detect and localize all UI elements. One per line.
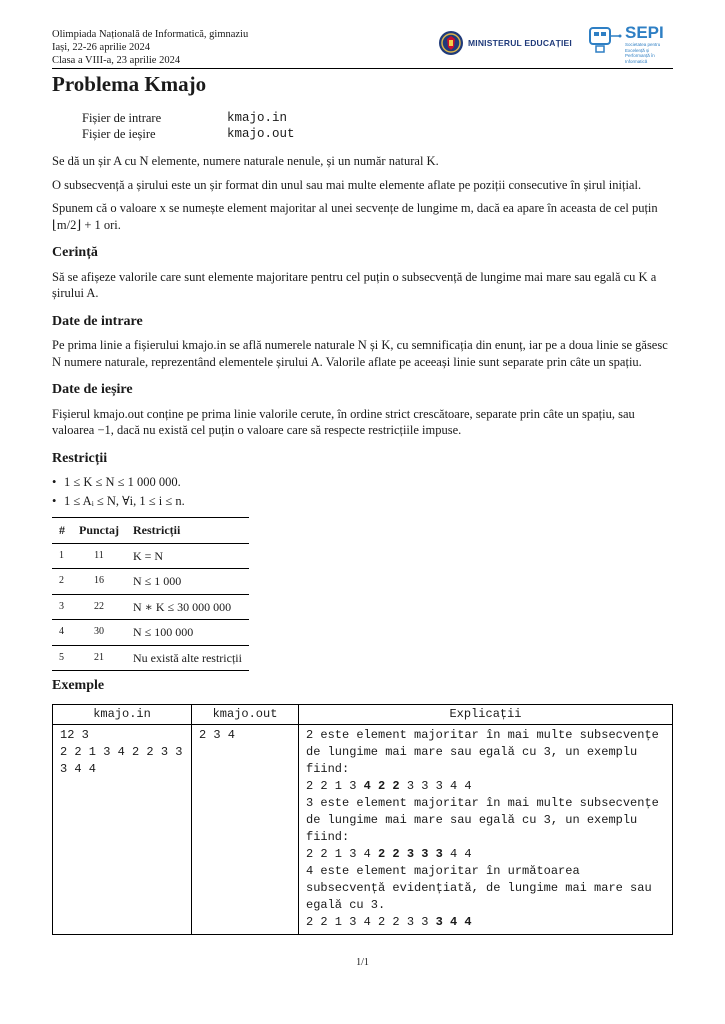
- section-intrare-title: Date de intrare: [52, 313, 143, 329]
- explanation-line-2: 2 este element majoritar în mai multe subsecvențe de lungime mai mare sau egală cu 3, un exemplu fiind:: [306, 728, 659, 776]
- examples-title: Exemple: [52, 678, 105, 693]
- subtask-id: 3: [52, 594, 72, 620]
- subtask-id: 5: [52, 645, 72, 671]
- section-iesire-title: Date de ieșire: [52, 382, 133, 397]
- examples-header-output: kmajo.out: [192, 705, 299, 725]
- example-input: 12 3 2 2 1 3 4 2 2 3 3 3 4 4: [53, 725, 192, 935]
- explanation-seq-4: [306, 914, 665, 931]
- section-cerinta-title: Cerință: [52, 245, 98, 260]
- header-line-olympiad: Olimpiada Națională de Informatică, gimnaziu: [52, 29, 249, 40]
- ministry-crest-icon: [438, 30, 464, 56]
- subtasks-table: [52, 517, 249, 671]
- header-info: [52, 28, 248, 67]
- subtasks-header-id: #: [52, 518, 72, 544]
- subtask-id: 4: [52, 620, 72, 646]
- subtask-restriction: N ∗ K ≤ 30 000 000: [126, 594, 249, 620]
- sepi-logo: [588, 24, 673, 64]
- subtask-restriction: K = N: [126, 543, 249, 569]
- example-explanation: [299, 725, 673, 935]
- statement-p3: Spunem că o valoare x se numește element majoritar al unei secvențe de lungime m, dacă ea apare în aceasta de cel puțin ⌊m/2⌋ + 1 ori.: [52, 201, 658, 232]
- header-line-location: Iași, 22-26 aprilie 2024: [52, 42, 150, 53]
- restriction-item: • 1 ≤ Aᵢ ≤ N, ∀i, 1 ≤ i ≤ n.: [52, 493, 673, 510]
- section-cerinta-text: Să se afișeze valorile care sunt elemente majoritare pentru cel puțin o subsecvență de lungime mai mare sau egală cu K a șirului A.: [52, 269, 657, 300]
- examples-header-explanation: Explicații: [299, 705, 673, 725]
- ministry-logo-text: MINISTERUL EDUCAȚIEI: [468, 38, 572, 48]
- io-output-file: kmajo.out: [227, 127, 295, 141]
- section-intrare-text: Pe prima linie a fișierului kmajo.in se află numerele naturale N și K, cu semnificația din enunț, iar pe a doua linie se găsesc N numere naturale, reprezentând elementele șirului A. Valorile aflate pe aceeași linie sunt separate prin câte un spațiu.: [52, 338, 668, 369]
- seq-plain: 2 2 1 3 4 2 2 3 3: [306, 915, 436, 929]
- seq-plain: 3 3 3 4 4: [399, 779, 472, 793]
- seq-plain: 4 4: [442, 847, 472, 861]
- subtask-restriction: N ≤ 100 000: [126, 620, 249, 646]
- io-row-output: [82, 126, 295, 142]
- explanation-seq-2: [306, 778, 665, 795]
- explanation-line-4: 4 este element majoritar în următoarea subsecvență evidențiată, de lungime mai mare sau egală cu 3.: [306, 864, 652, 912]
- examples-header-input: kmajo.in: [53, 705, 192, 725]
- subtask-restriction: Nu există alte restricții: [126, 645, 249, 671]
- example-output: 2 3 4: [192, 725, 299, 935]
- page-number: 1/1: [356, 957, 369, 968]
- subtask-row: [52, 594, 249, 620]
- io-input-file: kmajo.in: [227, 111, 288, 125]
- subtask-row: [52, 620, 249, 646]
- sepi-logo-subtitle: Societatea pentru Excelență și Performanță în Informatică: [625, 42, 661, 64]
- io-row-input: [82, 110, 295, 126]
- ministry-logo: [438, 30, 572, 56]
- statement-p2: O subsecvență a șirului este un șir format din unul sau mai multe elemente aflate pe poziții consecutive în șirul inițial.: [52, 177, 642, 192]
- io-files: [82, 110, 295, 142]
- seq-highlight: 2 2 3 3 3: [378, 847, 443, 861]
- seq-highlight: 3 4 4: [435, 915, 472, 929]
- io-input-label: Fișier de intrare: [82, 111, 162, 125]
- subtask-id: 2: [52, 569, 72, 595]
- subtasks-header-restriction: Restricții: [126, 518, 249, 544]
- section-restrictii-title: Restricții: [52, 450, 108, 466]
- seq-highlight: 4 2 2: [363, 779, 400, 793]
- subtask-row: [52, 569, 249, 595]
- subtask-points: 22: [72, 594, 126, 620]
- seq-plain: 2 2 1 3: [306, 779, 364, 793]
- section-iesire-text: Fișierul kmajo.out conține pe prima linie valorile cerute, în ordine strict crescătoare, separate prin câte un spațiu, sau valoarea −1, dacă nu există cel puțin o valoare care să respecte restricțiile impuse.: [52, 406, 635, 437]
- subtask-restriction: N ≤ 1 000: [126, 569, 249, 595]
- restriction-item: • 1 ≤ K ≤ N ≤ 1 000 000.: [52, 474, 673, 491]
- restrictions-list: [52, 474, 673, 509]
- statement-p1: Se dă un șir A cu N elemente, numere naturale nenule, și un număr natural K.: [52, 154, 439, 168]
- problem-body: [52, 153, 673, 671]
- explanation-seq-3: [306, 846, 665, 863]
- subtask-points: 11: [72, 543, 126, 569]
- subtasks-header-points: Punctaj: [72, 518, 126, 544]
- examples-header-row: [53, 705, 673, 725]
- sepi-logo-text: SEPI: [625, 23, 664, 42]
- subtask-points: 21: [72, 645, 126, 671]
- io-output-label: Fișier de ieșire: [82, 127, 156, 141]
- subtask-id: 1: [52, 543, 72, 569]
- header-line-class: Clasa a VIII-a, 23 aprilie 2024: [52, 55, 181, 66]
- problem-title: Problema Kmajo: [52, 72, 207, 96]
- subtasks-header-row: [52, 518, 249, 544]
- subtask-row: [52, 645, 249, 671]
- seq-plain: 2 2 1 3 4: [306, 847, 379, 861]
- sepi-robot-icon: [588, 24, 622, 54]
- subtask-points: 30: [72, 620, 126, 646]
- subtask-row: [52, 543, 249, 569]
- explanation-line-3: 3 este element majoritar în mai multe subsecvențe de lungime mai mare sau egală cu 3, un exemplu fiind:: [306, 796, 659, 844]
- header-divider: [52, 68, 673, 69]
- subtask-points: 16: [72, 569, 126, 595]
- examples-table: [52, 704, 673, 935]
- example-row: [53, 725, 673, 935]
